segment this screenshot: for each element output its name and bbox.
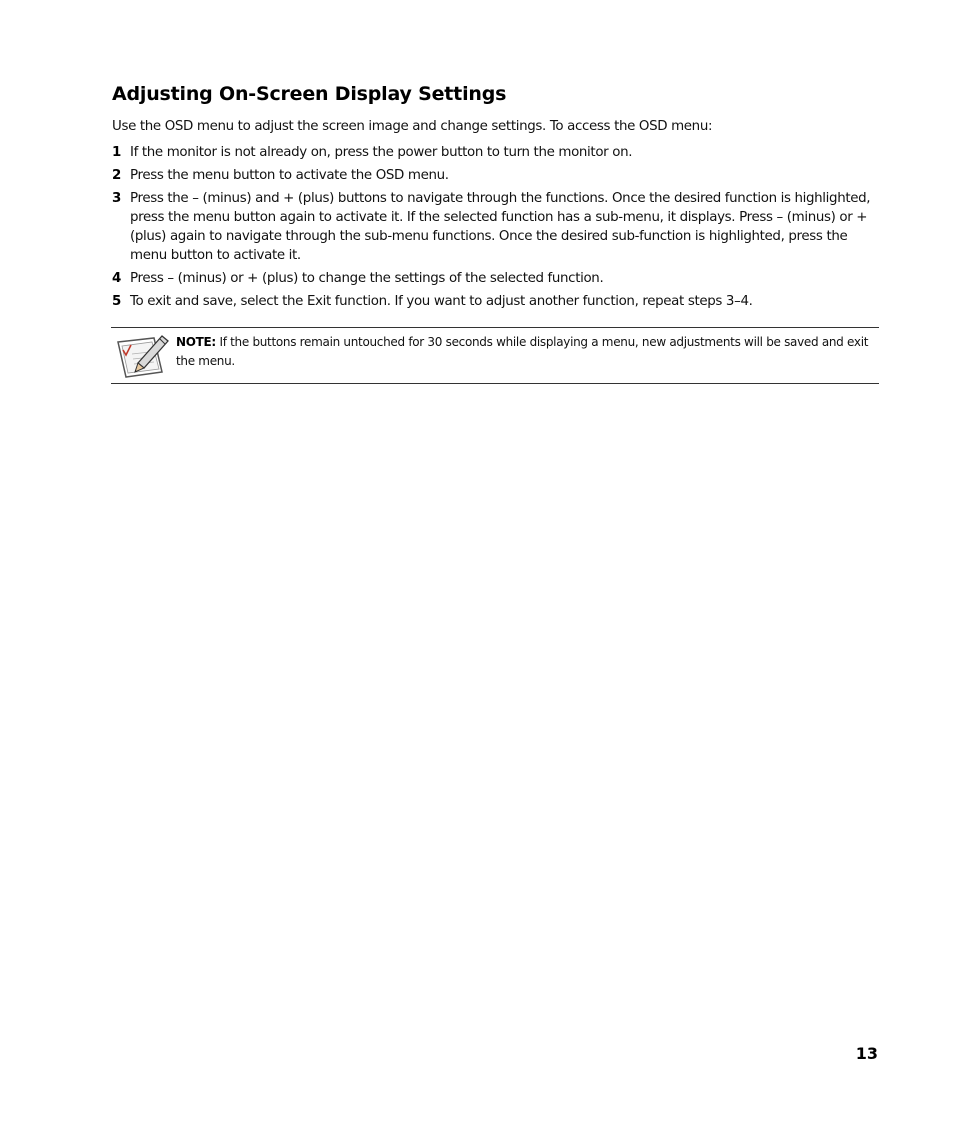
step-item	[112, 190, 882, 265]
step-item	[112, 144, 882, 163]
steps-list	[112, 144, 882, 316]
note-pencil-icon	[114, 332, 170, 380]
step-text: Press – (minus) or + (plus) to change the settings of the selected function.	[130, 270, 604, 286]
note-label: NOTE:	[176, 335, 216, 349]
step-number: 5	[112, 293, 121, 309]
note-text	[176, 333, 876, 371]
step-text: Press the – (minus) and + (plus) buttons to navigate through the functions. Once the desired function is highlighted, press the menu button again to activate it. If the selected function has a sub-menu, it displays. Press – (minus) or + (plus) again to navigate through the sub-menu functions. Once the desired sub-function is highlighted, press the menu button to activate it.	[130, 191, 871, 263]
page-title: Adjusting On-Screen Display Settings	[112, 83, 507, 105]
step-number: 1	[112, 145, 121, 160]
step-text: Press the menu button to activate the OSD menu.	[130, 168, 449, 184]
step-text: To exit and save, select the Exit function. If you want to adjust another function, repeat steps 3–4.	[130, 293, 753, 309]
page-number: 13	[855, 1044, 878, 1063]
note-box	[111, 327, 879, 384]
note-body: If the buttons remain untouched for 30 seconds while displaying a menu, new adjustments will be saved and exit the menu.	[176, 335, 869, 368]
step-text: If the monitor is not already on, press the power button to turn the monitor on.	[130, 145, 633, 160]
step-number: 3	[112, 191, 121, 207]
step-number: 2	[112, 168, 121, 184]
intro-paragraph: Use the OSD menu to adjust the screen image and change settings. To access the OSD menu:	[112, 119, 713, 134]
step-item	[112, 270, 882, 289]
step-number: 4	[112, 270, 121, 286]
step-item	[112, 167, 882, 186]
step-item	[112, 293, 882, 312]
